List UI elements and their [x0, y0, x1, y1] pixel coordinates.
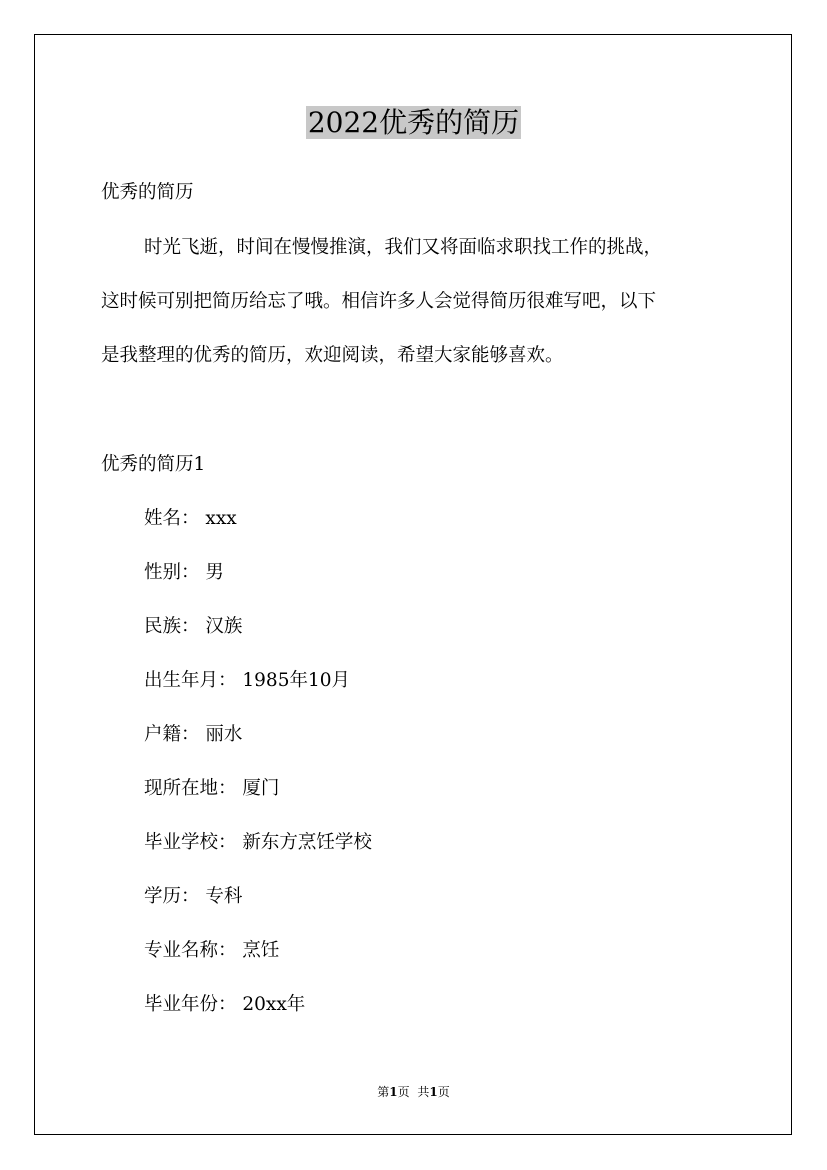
page-footer: [0, 1084, 827, 1100]
intro-line-3: 是我整理的优秀的简历，欢迎阅读，希望大家能够喜欢。: [101, 345, 564, 366]
field-school: 毕业学校： 新东方烹饪学校: [144, 832, 372, 853]
footer-total-suffix: 页: [437, 1085, 450, 1099]
field-gender: 性别： 男: [144, 562, 224, 583]
document-title: [0, 104, 827, 142]
field-household: 户籍： 丽水: [144, 724, 243, 745]
intro-line-1: 时光飞逝，时间在慢慢推演，我们又将面临求职找工作的挑战，: [144, 237, 663, 258]
field-major: 专业名称： 烹饪: [144, 940, 280, 961]
intro-line-2: 这时候可别把简历给忘了哦。相信许多人会觉得简历很难写吧，以下: [101, 291, 657, 312]
footer-total-pages: 1: [429, 1085, 438, 1099]
field-birth-date: 出生年月： 1985年10月: [144, 670, 351, 691]
section-heading: 优秀的简历1: [101, 454, 206, 475]
field-graduation-year: 毕业年份： 20xx年: [144, 994, 306, 1015]
field-education: 学历： 专科: [144, 886, 243, 907]
document-subtitle: 优秀的简历: [101, 182, 194, 203]
document-title-text: 2022优秀的简历: [307, 106, 520, 139]
footer-prefix: 第: [377, 1085, 390, 1099]
field-ethnicity: 民族： 汉族: [144, 616, 243, 637]
footer-page-number: 1: [389, 1085, 398, 1099]
footer-total-prefix: 共: [417, 1085, 430, 1099]
field-name: 姓名： xxx: [144, 508, 237, 529]
footer-page-suffix: 页: [397, 1085, 410, 1099]
field-current-location: 现所在地： 厦门: [144, 778, 280, 799]
